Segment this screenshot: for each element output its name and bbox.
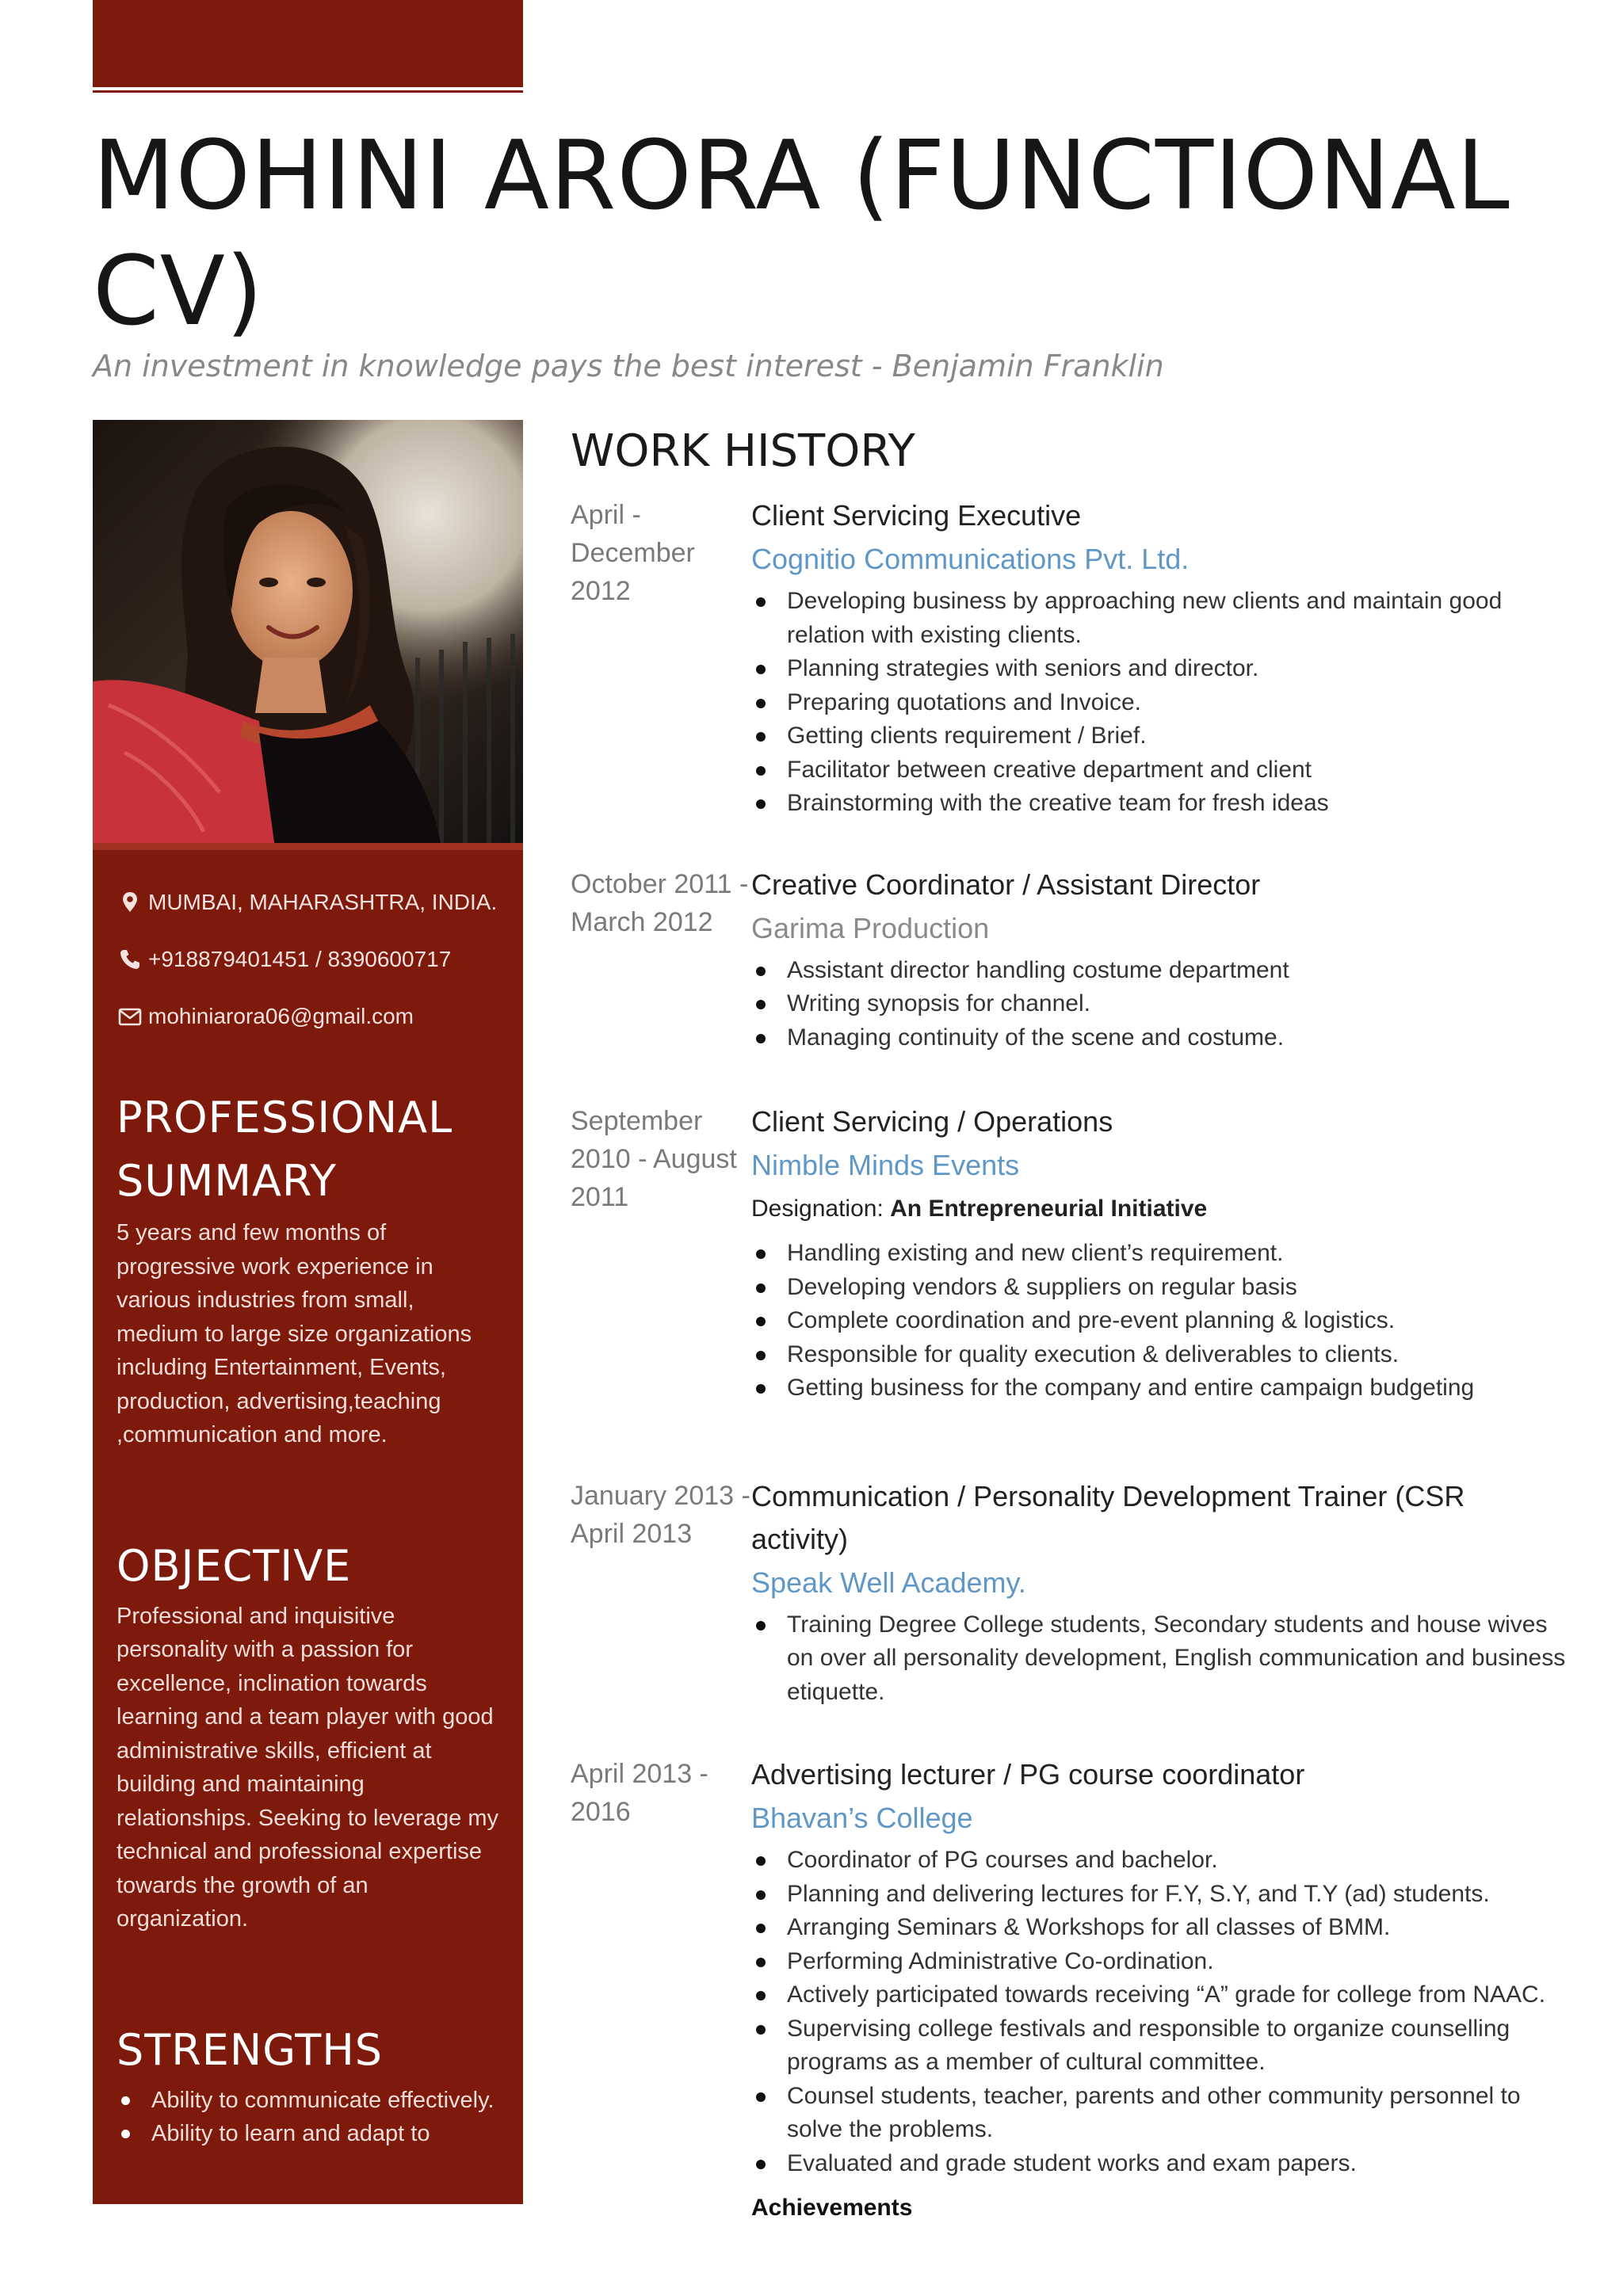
job-duties bbox=[751, 1844, 1569, 2180]
duty-item: Actively participated towards receiving “A” grade for college from NAAC. bbox=[751, 1978, 1569, 2012]
strength-item: Ability to learn and adapt to bbox=[116, 2117, 499, 2151]
job-title: Advertising lecturer / PG course coordinator bbox=[751, 1758, 1305, 1791]
duty-item: Responsible for quality execution & deliverables to clients. bbox=[751, 1338, 1569, 1372]
job-entry bbox=[571, 1100, 1569, 1405]
duty-item: Brainstorming with the creative team for fresh ideas bbox=[751, 787, 1569, 821]
header-color-bar bbox=[93, 0, 523, 87]
objective-heading: OBJECTIVE bbox=[116, 1540, 352, 1591]
duty-item: Getting clients requirement / Brief. bbox=[751, 719, 1569, 753]
duty-item: Planning and delivering lectures for F.Y, S.Y, and T.Y (ad) students. bbox=[751, 1878, 1569, 1912]
job-entry bbox=[571, 1475, 1569, 1710]
duty-item: Developing business by approaching new clients and maintain good relation with existing clients. bbox=[751, 585, 1569, 652]
designation-label: Designation: bbox=[751, 1196, 884, 1222]
contact-email bbox=[116, 988, 499, 1045]
job-designation bbox=[751, 1191, 1569, 1227]
strength-item: Ability to communicate effectively. bbox=[116, 2084, 499, 2118]
job-entry bbox=[571, 494, 1569, 821]
job-title: Client Servicing Executive bbox=[751, 499, 1082, 532]
job-entry bbox=[571, 1753, 1569, 2226]
job-company: Cognitio Communications Pvt. Ltd. bbox=[751, 543, 1190, 575]
duty-item: Planning strategies with seniors and director. bbox=[751, 652, 1569, 686]
map-pin-icon bbox=[116, 889, 143, 916]
strengths-heading: STRENGTHS bbox=[116, 2024, 384, 2075]
job-company: Nimble Minds Events bbox=[751, 1149, 1020, 1181]
duty-item: Facilitator between creative department and client bbox=[751, 753, 1569, 788]
job-date: September 2010 - August 2011 bbox=[571, 1106, 737, 1212]
email-link[interactable]: mohiniarora06@gmail.com bbox=[148, 1004, 414, 1028]
phone-icon bbox=[116, 946, 143, 973]
job-entry bbox=[571, 864, 1569, 1055]
contact-location bbox=[116, 874, 499, 931]
job-title: Creative Coordinator / Assistant Director bbox=[751, 868, 1261, 901]
location-text: MUMBAI, MAHARASHTRA, INDIA. bbox=[148, 890, 498, 914]
duty-item: Coordinator of PG courses and bachelor. bbox=[751, 1844, 1569, 1878]
profile-photo bbox=[93, 420, 523, 850]
work-history-section bbox=[571, 420, 1569, 2226]
duty-item: Evaluated and grade student works and exam papers. bbox=[751, 2147, 1569, 2181]
contact-phone bbox=[116, 931, 499, 988]
job-date: October 2011 - March 2012 bbox=[571, 868, 749, 937]
duty-item: Counsel students, teacher, parents and other community personnel to solve the problems. bbox=[751, 2080, 1569, 2147]
duty-item: Preparing quotations and Invoice. bbox=[751, 686, 1569, 720]
duty-item: Handling existing and new client’s requirement. bbox=[751, 1237, 1569, 1271]
duty-item: Performing Administrative Co-ordination. bbox=[751, 1945, 1569, 1979]
sidebar bbox=[93, 420, 523, 2204]
job-company: Garima Production bbox=[751, 911, 990, 944]
designation-value: An Entrepreneurial Initiative bbox=[890, 1196, 1208, 1222]
envelope-icon bbox=[116, 1003, 143, 1030]
duty-item: Assistant director handling costume department bbox=[751, 954, 1569, 988]
duty-item: Managing continuity of the scene and costume. bbox=[751, 1021, 1569, 1055]
job-company: Bhavan’s College bbox=[751, 1802, 973, 1834]
job-title: Client Servicing / Operations bbox=[751, 1105, 1113, 1138]
summary-text: 5 years and few months of progressive work experience in various industries from small, medium to large size organizations including Entertainment, Events, production, advertising,teaching ,communication and more. bbox=[116, 1220, 472, 1447]
cv-title: MOHINI ARORA (FUNCTIONAL CV) bbox=[93, 121, 1510, 347]
work-history-heading: WORK HISTORY bbox=[571, 425, 915, 477]
job-date: April - December 2012 bbox=[571, 500, 695, 606]
job-date: January 2013 - April 2013 bbox=[571, 1480, 750, 1549]
header-rule bbox=[93, 90, 523, 93]
duty-item: Complete coordination and pre-event planning & logistics. bbox=[751, 1304, 1569, 1338]
duty-item: Developing vendors & suppliers on regular basis bbox=[751, 1271, 1569, 1305]
phone-text[interactable]: +918879401451 / 8390600717 bbox=[148, 947, 452, 971]
duty-item: Getting business for the company and entire campaign budgeting bbox=[751, 1371, 1569, 1405]
duty-item: Arranging Seminars & Workshops for all classes of BMM. bbox=[751, 1911, 1569, 1945]
summary-heading: PROFESSIONAL SUMMARY bbox=[116, 1093, 453, 1206]
job-company: Speak Well Academy. bbox=[751, 1566, 1026, 1599]
duty-item: Supervising college festivals and responsible to organize counselling programs as a member of cultural committee. bbox=[751, 2012, 1569, 2080]
job-date: April 2013 - 2016 bbox=[571, 1759, 708, 1827]
job-duties bbox=[751, 1237, 1569, 1405]
objective-text: Professional and inquisitive personality with a passion for excellence, inclination towards learning and a team player with good administrative skills, efficient at building and maintaining relationships. Seeking to leverage my technical and professional expertise towards the growth of an organization. bbox=[116, 1603, 498, 1932]
job-duties bbox=[751, 1608, 1569, 1710]
cv-quote: An investment in knowledge pays the best interest - Benjamin Franklin bbox=[93, 349, 1164, 383]
job-duties bbox=[751, 954, 1569, 1055]
job-duties bbox=[751, 585, 1569, 821]
achievements-heading: Achievements bbox=[751, 2195, 913, 2221]
strengths-list bbox=[93, 2084, 523, 2151]
duty-item: Training Degree College students, Secondary students and house wives on over all personality development, English communication and business etiquette. bbox=[751, 1608, 1569, 1710]
contact-info bbox=[93, 850, 523, 1045]
duty-item: Writing synopsis for channel. bbox=[751, 987, 1569, 1021]
job-title: Communication / Personality Development Trainer (CSR activity) bbox=[751, 1479, 1465, 1555]
